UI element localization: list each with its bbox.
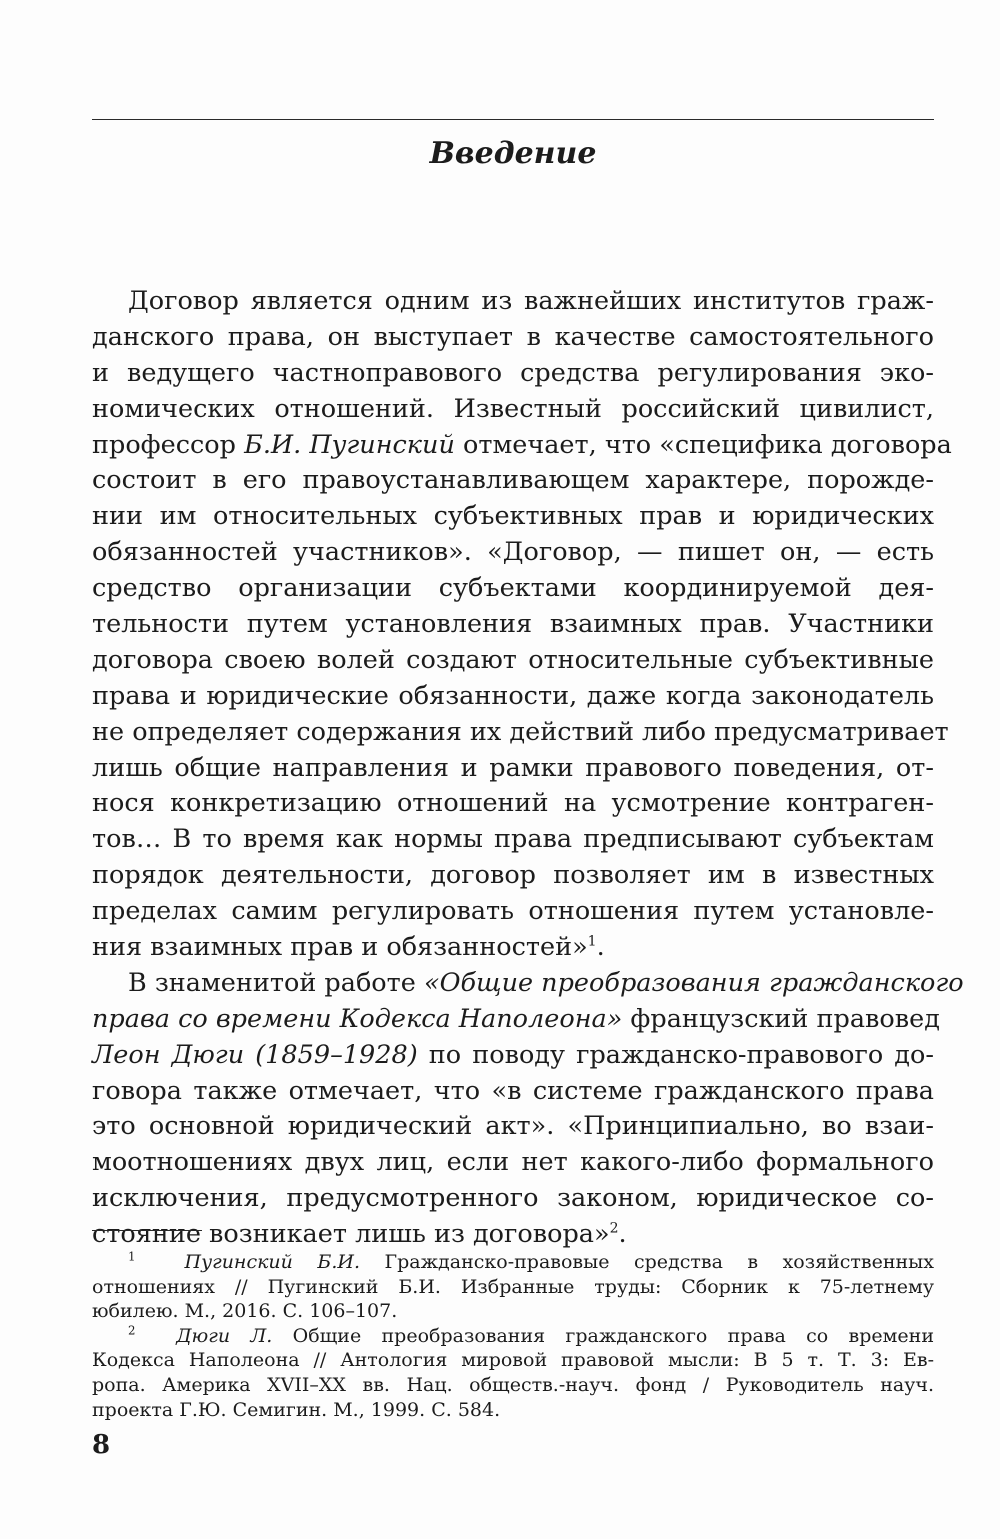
italic-text: Б.И. Пугинский — [244, 429, 455, 460]
italic-text: Леон Дюги (1859–1928) — [92, 1039, 418, 1070]
text-line: пределах самим регулировать отношения путем установле- — [92, 896, 934, 927]
text-line: порядок деятельности, договор позволяет им в известных — [92, 860, 934, 891]
text-line: и ведущего частноправового средства регулирования эко- — [92, 357, 934, 388]
text-line: договора своею волей создают относительные субъективные — [92, 644, 934, 675]
text-line: номических отношений. Известный российский цивилист, — [92, 393, 934, 424]
text-line: Договор является одним из важнейших институтов граж- — [128, 286, 934, 316]
footnote — [92, 1324, 934, 1422]
text-line: тельности путем установления взаимных прав. Участники — [92, 609, 934, 640]
text-line: данского права, он выступает в качестве самостоятельного — [92, 321, 934, 352]
text-line: стояние возникает лишь из договора»$^2$. — [92, 1219, 627, 1250]
footnote-rule — [92, 1230, 202, 1231]
italic-text: Дюги Л. — [176, 1324, 273, 1347]
footnote-line: $^1$ Пугинский Б.И. Гражданско-правовые средства в хозяйственных — [128, 1249, 934, 1273]
footnote-line: отношениях // Пугинский Б.И. Избранные труды: Сборник к 75-летнему — [92, 1275, 934, 1298]
text-line: Леон Дюги (1859–1928) по поводу гражданско-правового до- — [92, 1039, 934, 1070]
text-line: права и юридические обязанности, даже когда законодатель — [92, 680, 934, 711]
italic-text: Пугинский Б.И. — [184, 1251, 361, 1273]
footnote-line: юбилею. М., 2016. С. 106–107. — [92, 1300, 398, 1323]
text-line: В знаменитой работе «Общие преобразования гражданского — [128, 967, 964, 998]
footnote-reference[interactable]: 1 — [587, 933, 597, 950]
footnote-number: 2 — [128, 1323, 136, 1338]
text-line: нии им относительных субъективных прав и юридических — [92, 501, 934, 532]
text-line: ния взаимных прав и обязанностей»$^1$. — [92, 932, 605, 963]
main-text — [92, 284, 964, 1253]
footnote — [92, 1250, 934, 1324]
paragraph — [92, 966, 964, 1253]
text-line: права со времени Кодекса Наполеона» французский правовед — [92, 1003, 940, 1034]
footnote-reference[interactable]: 2 — [609, 1220, 619, 1237]
footnote-line: проекта Г.Ю. Семигин. М., 1999. С. 584. — [92, 1398, 501, 1421]
text-line: профессор Б.И. Пугинский отмечает, что «специфика договора — [92, 429, 952, 460]
text-line: обязанностей участников». «Договор, — пишет он, — есть — [92, 537, 934, 568]
text-line: состоит в его правоустанавливающем характере, порожде- — [92, 465, 934, 496]
text-line: тов… В то время как нормы права предписывают субъектам — [92, 824, 934, 855]
chapter-title: Введение — [429, 136, 597, 171]
footnotes — [92, 1250, 934, 1422]
italic-text: «Общие преобразования гражданского — [423, 967, 964, 998]
text-line: говора также отмечает, что «в системе гражданского права — [92, 1075, 934, 1106]
text-line: это основной юридический акт». «Принципиально, во взаи- — [92, 1111, 934, 1142]
text-line: лишь общие направления и рамки правового поведения, от- — [92, 752, 934, 783]
italic-text: права со времени Кодекса Наполеона» — [92, 1003, 623, 1034]
footnote-line: $^2$ Дюги Л. Общие преобразования гражданского права со времени — [128, 1323, 934, 1347]
footnote-line: ропа. Америка XVII–XX вв. Нац. обществ.-науч. фонд / Руководитель науч. — [92, 1373, 934, 1396]
text-line: нося конкретизацию отношений на усмотрение контраген- — [92, 788, 934, 819]
footnote-number: 1 — [128, 1249, 136, 1264]
text-line: исключения, предусмотренного законом, юридическое со- — [92, 1183, 934, 1214]
page-number: 8 — [92, 1430, 111, 1460]
text-line: средство организации субъектами координируемой дея- — [92, 573, 934, 604]
footnote-line: Кодекса Наполеона // Антология мировой правовой мысли: В 5 т. Т. 3: Ев- — [92, 1349, 934, 1372]
text-line: не определяет содержания их действий либо предусматривает — [92, 716, 949, 747]
header-rule — [92, 119, 934, 120]
text-line: моотношениях двух лиц, если нет какого-либо формального — [92, 1147, 934, 1178]
paragraph — [92, 284, 952, 966]
